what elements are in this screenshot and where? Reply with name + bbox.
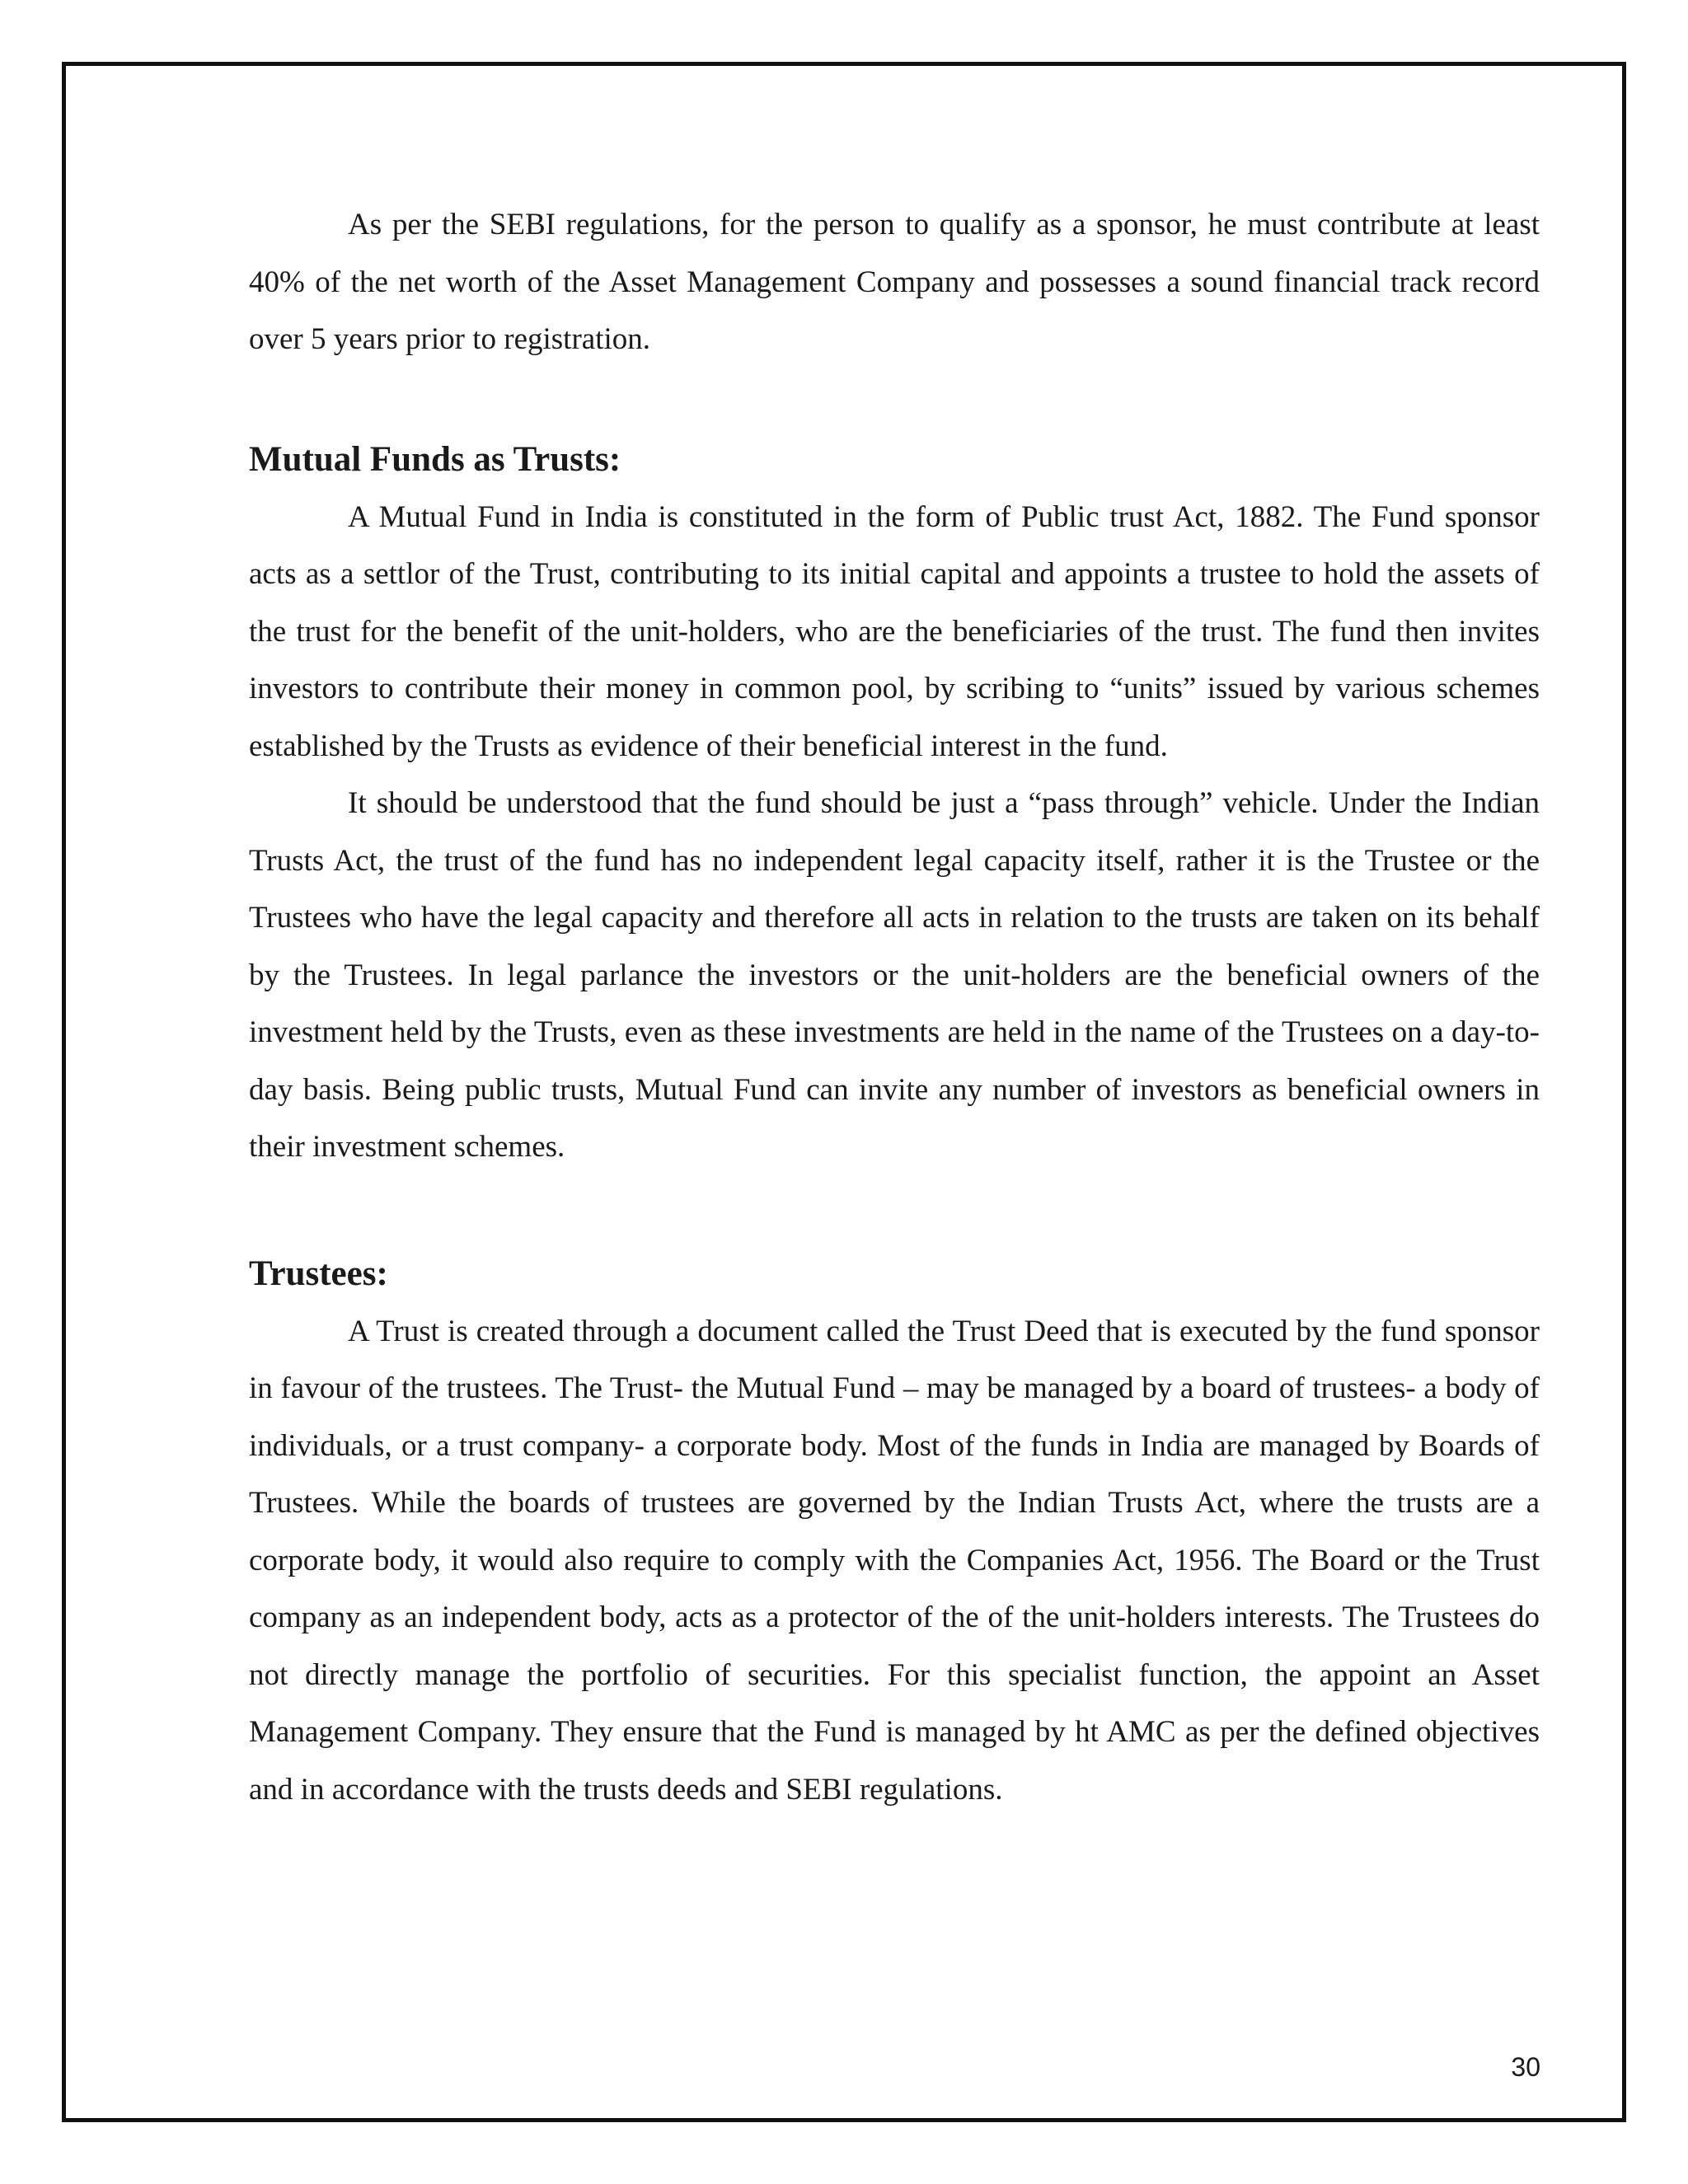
- paragraph-pass-through-vehicle: It should be understood that the fund should be just a “pass through” vehicle. Under the Indian Trusts Act, the trust of the fund has no independent legal capacity itself, rather it is the Trustee or the Trustees who have the legal capacity and therefore all acts in relation to the trusts are taken on its behalf by the Trustees. In legal parlance the investors or the unit-holders are the beneficial owners of the investment held by the Trusts, even as these investments are held in the name of the Trustees on a day-to-day basis. Being public trusts, Mutual Fund can invite any number of investors as beneficial owners in their investment schemes.: [249, 786, 1540, 1164]
- section-heading-mutual-funds-as-trusts: Mutual Funds as Trusts:: [249, 439, 621, 479]
- intro-paragraph: As per the SEBI regulations, for the person to qualify as a sponsor, he must contribute at least 40% of the net worth of the Asset Management Company and possesses a sound financial track record over 5 years prior to registration.: [249, 208, 1540, 356]
- page-number: 30: [1511, 2052, 1540, 2082]
- paragraph-trusts-constitution: A Mutual Fund in India is constituted in the form of Public trust Act, 1882. The Fund sponsor acts as a settlor of the Trust, contributing to its initial capital and appoints a trustee to hold the assets of the trust for the benefit of the unit-holders, who are the beneficiaries of the trust. The fund then invites investors to contribute their money in common pool, by scribing to “units” issued by various schemes established by the Trusts as evidence of their beneficial interest in the fund.: [249, 499, 1540, 763]
- paragraph-trust-deed: A Trust is created through a document called the Trust Deed that is executed by the fund sponsor in favour of the trustees. The Trust- the Mutual Fund – may be managed by a board of trustees- a body of individuals, or a trust company- a corporate body. Most of the funds in India are managed by Boards of Trustees. While the boards of trustees are governed by the Indian Trusts Act, where the trusts are a corporate body, it would also require to comply with the Companies Act, 1956. The Board or the Trust company as an independent body, acts as a protector of the of the unit-holders interests. The Trustees do not directly manage the portfolio of securities. For this specialist function, the appoint an Asset Management Company. They ensure that the Fund is managed by ht AMC as per the defined objectives and in accordance with the trusts deeds and SEBI regulations.: [249, 1314, 1540, 1807]
- section-heading-trustees: Trustees:: [249, 1254, 388, 1293]
- page-content: [249, 196, 1540, 1818]
